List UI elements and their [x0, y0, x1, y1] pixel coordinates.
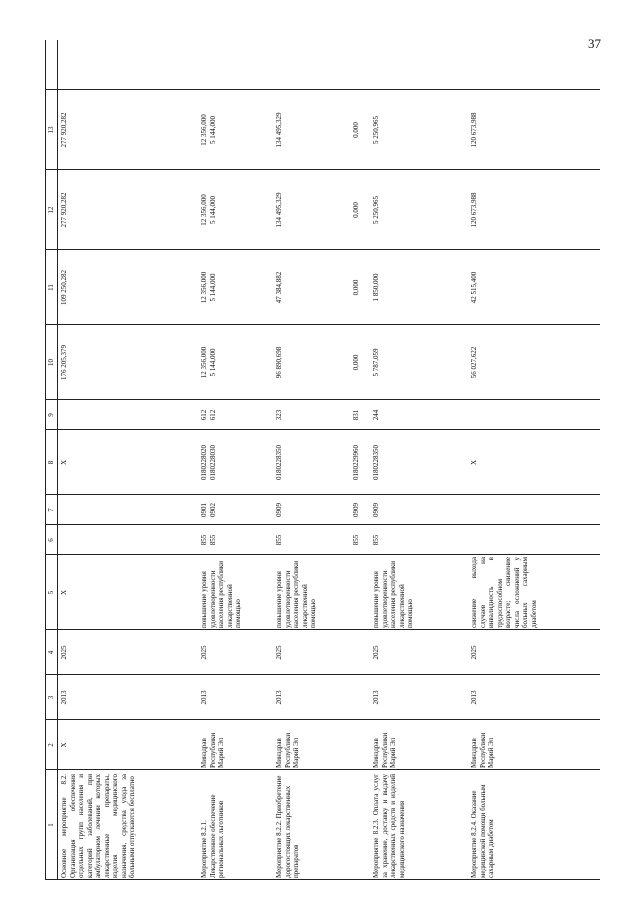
- header-col-13: 13: [47, 126, 55, 134]
- row-1-result: повышение уровня удовлетворенности населения республики лекарственной помощью: [200, 560, 242, 628]
- row-1-vr: 612 612: [200, 409, 217, 421]
- row-3-vr: 244: [372, 409, 380, 421]
- header-col-3: 3: [47, 695, 55, 700]
- row-2-v13: 134 495,329 0,000: [275, 112, 360, 148]
- row-2-grbs: 855 855: [275, 534, 360, 546]
- row-2-v10: 96 890,698 0,000: [275, 346, 360, 379]
- header-col-11: 11: [47, 284, 55, 291]
- page-number: 37: [588, 36, 601, 51]
- row-4-end: 2025: [470, 645, 478, 660]
- row-1-rzpr: 0901 0902: [200, 503, 217, 517]
- row-4-v10: 56 027,622: [470, 346, 478, 379]
- row-4-start: 2013: [470, 690, 478, 705]
- header-col-5: 5: [47, 590, 55, 595]
- row-4-title: Мероприятие 8.2.4. Оказание медицинской помощи больным сахарным диабетом: [470, 784, 495, 878]
- budget-table: [45, 40, 600, 880]
- row-2-start: 2013: [275, 690, 283, 705]
- row-2-v11: 47 384,882 0,000: [275, 271, 360, 304]
- row-3-v13: 5 250,965: [372, 116, 380, 144]
- header-col-2: 2: [47, 743, 55, 747]
- header-col-8: 8: [47, 460, 55, 465]
- row-1-csr: 0180228020 0180228030: [200, 445, 217, 480]
- row-1-title: Мероприятие 8.2.1. Лекарственное обеспечение региональных льготников: [200, 794, 225, 878]
- header-col-7: 7: [47, 508, 55, 512]
- row-2-v12: 134 495,329 0,000: [275, 192, 360, 228]
- row-1-v13: 12 356,000 5 144,000: [200, 114, 217, 146]
- row-4-csr: Х: [470, 459, 478, 466]
- row-3-rzpr: 0909: [372, 503, 380, 517]
- row-1-executor: Минздрав Республики Марий Эл: [200, 732, 225, 768]
- row-1-start: 2013: [200, 690, 208, 705]
- row-1-v11: 12 356,000 5 144,000: [200, 271, 217, 304]
- row-2-end: 2025: [275, 645, 283, 660]
- header-col-6: 6: [47, 538, 55, 542]
- row-3-v12: 5 250,965: [372, 196, 380, 224]
- row-3-csr: 0180228350: [372, 445, 380, 480]
- row-2-rzpr: 0909 0909: [275, 503, 360, 517]
- row-3-executor: Минздрав Республики Марий Эл: [372, 732, 397, 768]
- row-3-v10: 5 787,059: [372, 348, 380, 377]
- row-0-v13: 277 920,282: [60, 112, 68, 148]
- header-col-9: 9: [47, 413, 55, 417]
- row-3-title: Мероприятие 8.2.3. Оплата услуг за хранение, доставку и выдачу лекарственных средств и изделий медицинского назначения: [372, 774, 406, 878]
- row-3-result: повышение уровня удовлетворенности населения республики лекарственной помощью: [372, 560, 414, 628]
- row-0-start: 2013: [60, 690, 68, 705]
- row-4-executor: Минздрав Республики Марий Эл: [470, 732, 495, 768]
- row-2-result: повышение уровня удовлетворенности населения республики лекарственной помощью: [275, 560, 317, 628]
- row-4-v13: 120 673,988: [470, 112, 478, 148]
- row-0-executor: Х: [60, 742, 68, 748]
- header-col-4: 4: [47, 650, 55, 655]
- header-col-12: 12: [47, 206, 55, 214]
- row-0-result: Х: [60, 589, 68, 596]
- row-1-grbs: 855 855: [200, 534, 217, 546]
- row-4-v11: 42 515,400: [470, 271, 478, 304]
- row-2-title: Мероприятие 8.2.2. Приобретение дорогостоящих лекарственных препаратов: [275, 775, 300, 878]
- row-0-v10: 176 205,379: [60, 345, 68, 380]
- row-4-result: снижение выхода случаев на инвалидность в трудоспособном возрасте; снижение числа осложнений у больных сахарным диабетом: [470, 557, 538, 628]
- row-3-start: 2013: [372, 690, 380, 705]
- row-0-v12: 277 920,282: [60, 192, 68, 228]
- row-1-v10: 12 356,000 5 144,000: [200, 346, 217, 379]
- row-0-v11: 109 250,282: [60, 270, 68, 305]
- row-2-vr: 323 831: [275, 409, 360, 421]
- header-col-10: 10: [47, 359, 55, 366]
- row-0-end: 2025: [60, 645, 68, 660]
- row-3-v11: 1 850,000: [372, 273, 380, 302]
- row-2-csr: 0180228350 0180229960: [275, 445, 360, 480]
- row-3-end: 2025: [372, 645, 380, 660]
- row-3-grbs: 855: [372, 534, 380, 546]
- row-2-executor: Минздрав Республики Марий Эл: [275, 732, 300, 768]
- row-1-v12: 12 356,000 5 144,000: [200, 194, 217, 226]
- row-0-csr: Х: [60, 459, 68, 466]
- row-0-title: Основное мероприятие 8.2. Организация обеспечения отдельных групп населения и категорий заболеваний, при амбулаторном лечении которых лекарственные препараты, изделия медицинского назначения, средства ухода за больными отпускаются бесплатно: [60, 774, 136, 878]
- row-1-end: 2025: [200, 645, 208, 660]
- row-4-v12: 120 673,988: [470, 192, 478, 228]
- header-col-1: 1: [47, 823, 55, 827]
